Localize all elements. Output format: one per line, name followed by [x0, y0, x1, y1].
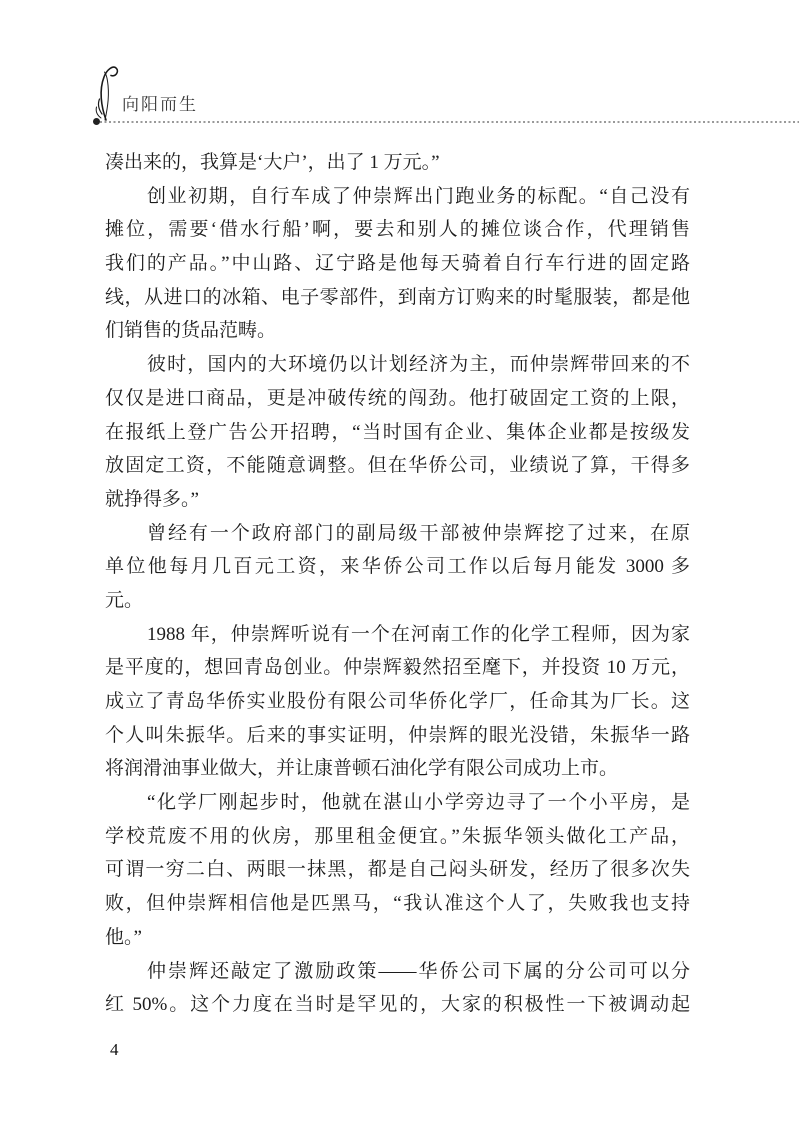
- page-header-title: 向阳而生: [122, 95, 198, 114]
- text-line: 彼时，国内的大环境仍以计划经济为主，而仲崇辉带回来的不: [147, 354, 690, 376]
- page-number: 4: [110, 1040, 119, 1059]
- text-line: 败，但仲崇辉相信他是匹黑马，“我认准这个人了，失败我也支持: [105, 893, 690, 915]
- flourish-icon: [92, 62, 120, 124]
- text-line: 摊位，需要‘借水行船’啊，要去和别人的摊位谈合作，代理销售: [105, 219, 690, 241]
- text-line: “化学厂刚起步时，他就在湛山小学旁边寻了一个小平房，是: [147, 792, 690, 814]
- text-line: 凑出来的，我算是‘大户’，出了 1 万元。”: [105, 152, 440, 173]
- header-dotted-rule: [100, 121, 799, 123]
- text-line: 红 50%。这个力度在当时是罕见的，大家的积极性一下被调动起: [105, 994, 690, 1016]
- text-line: 将润滑油事业做大，并让康普顿石油化学有限公司成功上市。: [105, 758, 619, 780]
- text-line: 是平度的，想回青岛创业。仲崇辉毅然招至麾下，并投资 10 万元，: [105, 657, 690, 679]
- text-line: 们销售的货品范畴。: [105, 320, 277, 342]
- text-line: 他。”: [105, 926, 142, 948]
- text-line: 放固定工资，不能随意调整。但在华侨公司，业绩说了算，干得多: [105, 455, 690, 477]
- text-line: 仅仅是进口商品，更是冲破传统的闯劲。他打破固定工资的上限，: [105, 387, 690, 409]
- text-line: 曾经有一个政府部门的副局级干部被仲崇辉挖了过来，在原: [147, 522, 690, 544]
- text-line: 成立了青岛华侨实业股份有限公司华侨化学厂，任命其为厂长。这: [105, 691, 690, 712]
- text-line: 元。: [105, 589, 144, 611]
- text-line: 可谓一穷二白、两眼一抹黑，都是自己闷头研发，经历了很多次失: [105, 859, 690, 881]
- text-line: 创业初期，自行车成了仲崇辉出门跑业务的标配。“自己没有: [147, 185, 690, 207]
- text-line: 个人叫朱振华。后来的事实证明，仲崇辉的眼光没错，朱振华一路: [105, 724, 690, 746]
- text-line: 我们的产品。”中山路、辽宁路是他每天骑着自行车行进的固定路: [105, 253, 690, 275]
- text-line: 学校荒废不用的伙房，那里租金便宜。”朱振华领头做化工产品，: [105, 825, 690, 847]
- text-line: 线，从进口的冰箱、电子零部件，到南方订购来的时髦服装，都是他: [105, 286, 690, 308]
- text-line: 仲崇辉还敲定了激励政策——华侨公司下属的分公司可以分: [147, 960, 690, 982]
- text-line: 在报纸上登广告公开招聘，“当时国有企业、集体企业都是按级发: [105, 421, 690, 443]
- rule-start-dot: [93, 118, 100, 125]
- text-line: 就挣得多。”: [105, 488, 199, 510]
- text-line: 单位他每月几百元工资，来华侨公司工作以后每月能发 3000 多: [105, 556, 690, 578]
- text-line: 1988 年，仲崇辉听说有一个在河南工作的化学工程师，因为家: [147, 623, 690, 645]
- body-text-block: [105, 146, 690, 1022]
